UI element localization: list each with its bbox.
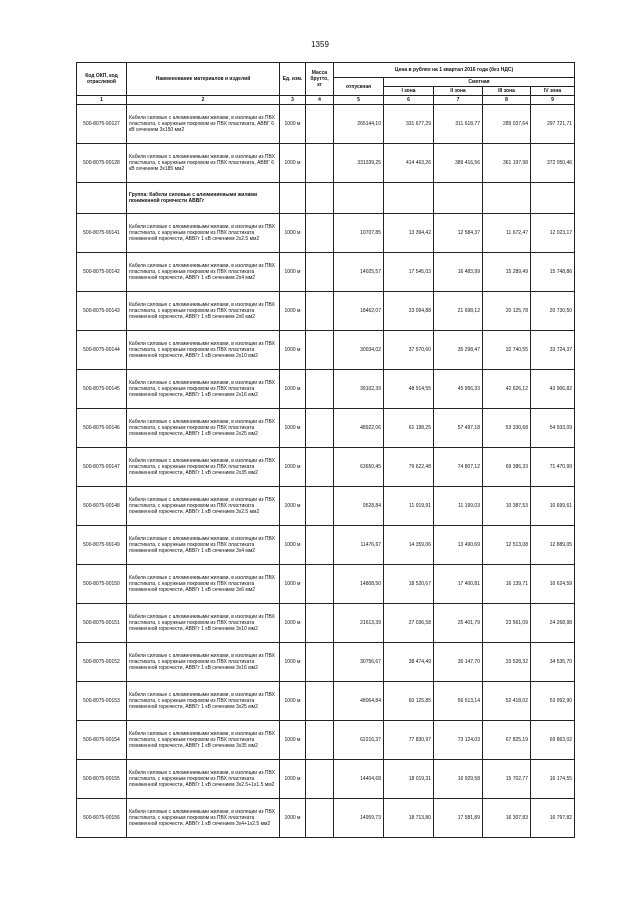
code-cell: 500-8075-90145 <box>77 370 127 409</box>
release-price-cell: 39102,39 <box>334 370 384 409</box>
release-price-cell: 14808,50 <box>334 565 384 604</box>
header-zone3: III зона <box>483 87 531 96</box>
zone2-price-cell: 17 581,89 <box>434 799 483 838</box>
release-price-cell: 21613,39 <box>334 604 384 643</box>
table-row <box>77 565 575 604</box>
zone4-price-cell: 15 748,86 <box>531 253 575 292</box>
table-row <box>77 799 575 838</box>
group-empty-cell <box>434 183 483 214</box>
header-zone4: IV зона <box>531 87 575 96</box>
mass-cell <box>306 487 334 526</box>
column-number: 2 <box>127 96 280 105</box>
mass-cell <box>306 760 334 799</box>
unit-cell: 1000 м <box>280 682 306 721</box>
mass-cell <box>306 253 334 292</box>
code-cell: 500-8075-90153 <box>77 682 127 721</box>
table-row <box>77 682 575 721</box>
table-row <box>77 643 575 682</box>
table-row <box>77 331 575 370</box>
zone3-price-cell: 361 197,98 <box>483 144 531 183</box>
zone3-price-cell: 32 740,55 <box>483 331 531 370</box>
column-number-row <box>77 96 575 105</box>
unit-cell: 1000 м <box>280 292 306 331</box>
code-cell: 500-8075-90141 <box>77 214 127 253</box>
zone1-price-cell: 18 019,31 <box>384 760 434 799</box>
zone3-price-cell: 11 672,47 <box>483 214 531 253</box>
name-cell: Кабели силовые с алюминиевыми жилами, в изоляции из ПВХ пластиката, с наружным покровом из ПВХ пластиката пониженной горючести, АВВГг 1 кВ сечением 3х6 мм2 <box>127 565 280 604</box>
table-row <box>77 526 575 565</box>
group-empty-cell <box>334 183 384 214</box>
unit-cell: 1000 м <box>280 487 306 526</box>
release-price-cell: 63650,45 <box>334 448 384 487</box>
zone4-price-cell: 12 889,05 <box>531 526 575 565</box>
table-row <box>77 721 575 760</box>
zone2-price-cell: 35 298,47 <box>434 331 483 370</box>
zone1-price-cell: 11 919,91 <box>384 487 434 526</box>
zone3-price-cell: 69 386,33 <box>483 448 531 487</box>
column-number: 8 <box>483 96 531 105</box>
zone3-price-cell: 15 289,49 <box>483 253 531 292</box>
zone2-price-cell: 13 490,69 <box>434 526 483 565</box>
release-price-cell: 48064,84 <box>334 682 384 721</box>
header-code: Код ОКП, код отраслевой <box>77 63 127 96</box>
header-name: Наименование материалов и изделий <box>127 63 280 96</box>
zone1-price-cell: 331 677,29 <box>384 105 434 144</box>
unit-cell: 1000 м <box>280 721 306 760</box>
table-row <box>77 292 575 331</box>
header-zone2: II зона <box>434 87 483 96</box>
zone3-price-cell: 23 561,09 <box>483 604 531 643</box>
name-cell: Кабели силовые с алюминиевыми жилами, в изоляции из ПВХ пластиката, с наружным покровом из ПВХ пластиката пониженной горючести, АВВГг 1 кВ сечением 2х16 мм2 <box>127 370 280 409</box>
mass-cell <box>306 144 334 183</box>
code-cell: 500-8075-90142 <box>77 253 127 292</box>
unit-cell: 1000 м <box>280 370 306 409</box>
price-table <box>76 62 575 838</box>
code-cell: 500-8075-90128 <box>77 144 127 183</box>
header-price-group: Цена в рублях на 1 квартал 2016 года (без НДС) <box>334 63 575 78</box>
table-row <box>77 448 575 487</box>
zone1-price-cell: 18 713,80 <box>384 799 434 838</box>
table-row <box>77 409 575 448</box>
release-price-cell: 14959,73 <box>334 799 384 838</box>
release-price-cell: 48922,06 <box>334 409 384 448</box>
release-price-cell: 30756,67 <box>334 643 384 682</box>
name-cell: Кабели силовые с алюминиевыми жилами, в изоляции из ПВХ пластиката, с наружным покровом из ПВХ пластиката пониженной горючести, АВВГг 1 кВ сечением 3х4 мм2 <box>127 526 280 565</box>
release-price-cell: 62216,37 <box>334 721 384 760</box>
group-row <box>77 183 575 214</box>
group-empty-cell <box>384 183 434 214</box>
unit-cell: 1000 м <box>280 604 306 643</box>
unit-cell: 1000 м <box>280 448 306 487</box>
header-release: отпускная <box>334 78 384 96</box>
name-cell: Кабели силовые с алюминиевыми жилами, в изоляции из ПВХ пластиката, с наружным покровом из ПВХ пластиката пониженной горючести, АВВГг 1 кВ сечением 3х16 мм2 <box>127 643 280 682</box>
table-row <box>77 253 575 292</box>
code-cell: 500-8075-90148 <box>77 487 127 526</box>
zone4-price-cell: 297 721,71 <box>531 105 575 144</box>
page-number: 1359 <box>311 40 329 49</box>
release-price-cell: 9528,84 <box>334 487 384 526</box>
code-cell: 500-8075-90151 <box>77 604 127 643</box>
zone2-price-cell: 56 513,14 <box>434 682 483 721</box>
zone4-price-cell: 53 992,90 <box>531 682 575 721</box>
zone4-price-cell: 54 933,09 <box>531 409 575 448</box>
name-cell: Кабели силовые с алюминиевыми жилами, в изоляции из ПВХ пластиката, с наружным покровом из ПВХ пластиката пониженной горючести, АВВГг 1 кВ сечением 2х35 мм2 <box>127 448 280 487</box>
group-empty-cell <box>483 183 531 214</box>
mass-cell <box>306 292 334 331</box>
zone3-price-cell: 52 418,02 <box>483 682 531 721</box>
table-row <box>77 105 575 144</box>
mass-cell <box>306 409 334 448</box>
code-cell: 500-8075-90144 <box>77 331 127 370</box>
zone2-price-cell: 57 497,18 <box>434 409 483 448</box>
column-number: 9 <box>531 96 575 105</box>
zone4-price-cell: 16 174,55 <box>531 760 575 799</box>
zone1-price-cell: 38 474,49 <box>384 643 434 682</box>
group-code-cell <box>77 183 127 214</box>
zone4-price-cell: 34 535,70 <box>531 643 575 682</box>
mass-cell <box>306 682 334 721</box>
zone1-price-cell: 14 359,06 <box>384 526 434 565</box>
zone4-price-cell: 12 023,17 <box>531 214 575 253</box>
unit-cell: 1000 м <box>280 105 306 144</box>
release-price-cell: 18462,07 <box>334 292 384 331</box>
zone3-price-cell: 15 702,77 <box>483 760 531 799</box>
unit-cell: 1000 м <box>280 799 306 838</box>
zone4-price-cell: 20 730,50 <box>531 292 575 331</box>
zone2-price-cell: 16 483,99 <box>434 253 483 292</box>
name-cell: Кабели силовые с алюминиевыми жилами, в изоляции из ПВХ пластиката, с наружным покровом из ПВХ пластиката пониженной горючести, АВВГг 1 кВ сечением 3х25 мм2 <box>127 682 280 721</box>
code-cell: 500-8075-90149 <box>77 526 127 565</box>
column-number: 3 <box>280 96 306 105</box>
zone1-price-cell: 17 545,03 <box>384 253 434 292</box>
unit-cell: 1000 м <box>280 331 306 370</box>
mass-cell <box>306 370 334 409</box>
zone1-price-cell: 27 036,58 <box>384 604 434 643</box>
zone4-price-cell: 69 863,02 <box>531 721 575 760</box>
zone1-price-cell: 13 394,42 <box>384 214 434 253</box>
code-cell: 500-8075-90152 <box>77 643 127 682</box>
group-empty-cell <box>306 183 334 214</box>
unit-cell: 1000 м <box>280 526 306 565</box>
name-cell: Кабели силовые с алюминиевыми жилами, в изоляции из ПВХ пластиката, с наружным покровом из ПВХ пластиката пониженной горючести, АВВГг 1 кВ сечением 2х2.5 мм2 <box>127 214 280 253</box>
group-empty-cell <box>531 183 575 214</box>
zone1-price-cell: 37 570,60 <box>384 331 434 370</box>
zone1-price-cell: 48 914,55 <box>384 370 434 409</box>
code-cell: 500-8075-90127 <box>77 105 127 144</box>
zone4-price-cell: 372 050,46 <box>531 144 575 183</box>
name-cell: Кабели силовые с алюминиевыми жилами, в изоляции из ПВХ пластиката, с наружным покровом из ПВХ пластиката пониженной горючести, АВВГг 1 кВ сечением 3х4+1х2.5 мм2 <box>127 799 280 838</box>
zone4-price-cell: 16 624,59 <box>531 565 575 604</box>
release-price-cell: 10707,85 <box>334 214 384 253</box>
zone3-price-cell: 16 307,83 <box>483 799 531 838</box>
name-cell: Кабели силовые с алюминиевыми жилами, в изоляции из ПВХ пластиката, с наружным покровом из ПВХ пластиката, АВВГ 6 кВ сечением 3х185 мм2 <box>127 144 280 183</box>
zone2-price-cell: 25 401,79 <box>434 604 483 643</box>
zone3-price-cell: 289 037,64 <box>483 105 531 144</box>
zone2-price-cell: 74 807,12 <box>434 448 483 487</box>
code-cell: 500-8075-90147 <box>77 448 127 487</box>
release-price-cell: 11476,67 <box>334 526 384 565</box>
release-price-cell: 14025,57 <box>334 253 384 292</box>
table-row <box>77 487 575 526</box>
unit-cell: 1000 м <box>280 565 306 604</box>
name-cell: Кабели силовые с алюминиевыми жилами, в изоляции из ПВХ пластиката, с наружным покровом из ПВХ пластиката пониженной горючести, АВВГг 1 кВ сечением 2х25 мм2 <box>127 409 280 448</box>
unit-cell: 1000 м <box>280 643 306 682</box>
zone3-price-cell: 16 139,71 <box>483 565 531 604</box>
code-cell: 500-8075-90156 <box>77 799 127 838</box>
zone4-price-cell: 33 724,37 <box>531 331 575 370</box>
mass-cell <box>306 799 334 838</box>
table-row <box>77 370 575 409</box>
mass-cell <box>306 565 334 604</box>
zone2-price-cell: 389 416,56 <box>434 144 483 183</box>
table-row <box>77 144 575 183</box>
name-cell: Кабели силовые с алюминиевыми жилами, в изоляции из ПВХ пластиката, с наружным покровом из ПВХ пластиката пониженной горючести, АВВГг 1 кВ сечением 3х2.5+1х1.5 мм2 <box>127 760 280 799</box>
mass-cell <box>306 331 334 370</box>
zone3-price-cell: 10 387,53 <box>483 487 531 526</box>
header-unit: Ед. изм. <box>280 63 306 96</box>
zone4-price-cell: 10 699,61 <box>531 487 575 526</box>
zone4-price-cell: 16 797,82 <box>531 799 575 838</box>
zone2-price-cell: 11 199,03 <box>434 487 483 526</box>
name-cell: Кабели силовые с алюминиевыми жилами, в изоляции из ПВХ пластиката, с наружным покровом из ПВХ пластиката пониженной горючести, АВВГг 1 кВ сечением 2х10 мм2 <box>127 331 280 370</box>
release-price-cell: 30034,02 <box>334 331 384 370</box>
name-cell: Кабели силовые с алюминиевыми жилами, в изоляции из ПВХ пластиката, с наружным покровом из ПВХ пластиката пониженной горючести, АВВГг 1 кВ сечением 3х2.5 мм2 <box>127 487 280 526</box>
release-price-cell: 14404,68 <box>334 760 384 799</box>
unit-cell: 1000 м <box>280 760 306 799</box>
mass-cell <box>306 604 334 643</box>
header-zone1: I зона <box>384 87 434 96</box>
code-cell: 500-8075-90150 <box>77 565 127 604</box>
mass-cell <box>306 448 334 487</box>
column-number: 7 <box>434 96 483 105</box>
unit-cell: 1000 м <box>280 144 306 183</box>
code-cell: 500-8075-90155 <box>77 760 127 799</box>
table-row <box>77 760 575 799</box>
name-cell: Кабели силовые с алюминиевыми жилами, в изоляции из ПВХ пластиката, с наружным покровом из ПВХ пластиката пониженной горючести, АВВГг 1 кВ сечением 2х6 мм2 <box>127 292 280 331</box>
zone1-price-cell: 18 520,67 <box>384 565 434 604</box>
zone1-price-cell: 23 094,88 <box>384 292 434 331</box>
zone2-price-cell: 311 618,77 <box>434 105 483 144</box>
mass-cell <box>306 214 334 253</box>
zone2-price-cell: 45 956,33 <box>434 370 483 409</box>
unit-cell: 1000 м <box>280 214 306 253</box>
column-number: 6 <box>384 96 434 105</box>
zone3-price-cell: 42 626,12 <box>483 370 531 409</box>
mass-cell <box>306 105 334 144</box>
unit-cell: 1000 м <box>280 409 306 448</box>
column-number: 5 <box>334 96 384 105</box>
zone4-price-cell: 43 906,82 <box>531 370 575 409</box>
zone1-price-cell: 60 125,85 <box>384 682 434 721</box>
header-estimate: Сметная <box>384 78 575 87</box>
unit-cell: 1000 м <box>280 253 306 292</box>
header-mass: Масса брутто, кг <box>306 63 334 96</box>
mass-cell <box>306 526 334 565</box>
group-title: Группа: Кабели силовые с алюминиевыми жилами пониженной горючести АВВГг <box>127 183 280 214</box>
code-cell: 500-8075-90154 <box>77 721 127 760</box>
zone2-price-cell: 73 124,03 <box>434 721 483 760</box>
zone3-price-cell: 53 330,68 <box>483 409 531 448</box>
zone2-price-cell: 36 147,70 <box>434 643 483 682</box>
zone1-price-cell: 61 198,25 <box>384 409 434 448</box>
zone3-price-cell: 33 528,32 <box>483 643 531 682</box>
table-body <box>77 105 575 838</box>
zone2-price-cell: 21 698,12 <box>434 292 483 331</box>
zone3-price-cell: 20 125,78 <box>483 292 531 331</box>
zone1-price-cell: 77 830,97 <box>384 721 434 760</box>
name-cell: Кабели силовые с алюминиевыми жилами, в изоляции из ПВХ пластиката, с наружным покровом из ПВХ пластиката пониженной горючести, АВВГг 1 кВ сечением 2х4 мм2 <box>127 253 280 292</box>
group-empty-cell <box>280 183 306 214</box>
table-row <box>77 214 575 253</box>
column-number: 4 <box>306 96 334 105</box>
zone3-price-cell: 12 513,08 <box>483 526 531 565</box>
zone3-price-cell: 67 825,19 <box>483 721 531 760</box>
zone1-price-cell: 414 463,26 <box>384 144 434 183</box>
zone1-price-cell: 79 622,48 <box>384 448 434 487</box>
zone4-price-cell: 71 470,99 <box>531 448 575 487</box>
column-number: 1 <box>77 96 127 105</box>
mass-cell <box>306 643 334 682</box>
zone2-price-cell: 16 929,58 <box>434 760 483 799</box>
table-row <box>77 604 575 643</box>
zone2-price-cell: 12 584,37 <box>434 214 483 253</box>
mass-cell <box>306 721 334 760</box>
zone2-price-cell: 17 400,81 <box>434 565 483 604</box>
code-cell: 500-8075-90146 <box>77 409 127 448</box>
release-price-cell: 265144,10 <box>334 105 384 144</box>
name-cell: Кабели силовые с алюминиевыми жилами, в изоляции из ПВХ пластиката, с наружным покровом из ПВХ пластиката, АВВГ 6 кВ сечением 3х150 мм2 <box>127 105 280 144</box>
name-cell: Кабели силовые с алюминиевыми жилами, в изоляции из ПВХ пластиката, с наружным покровом из ПВХ пластиката пониженной горючести, АВВГг 1 кВ сечением 3х10 мм2 <box>127 604 280 643</box>
zone4-price-cell: 24 268,98 <box>531 604 575 643</box>
release-price-cell: 331339,25 <box>334 144 384 183</box>
name-cell: Кабели силовые с алюминиевыми жилами, в изоляции из ПВХ пластиката, с наружным покровом из ПВХ пластиката пониженной горючести, АВВГг 1 кВ сечением 3х35 мм2 <box>127 721 280 760</box>
code-cell: 500-8075-90143 <box>77 292 127 331</box>
